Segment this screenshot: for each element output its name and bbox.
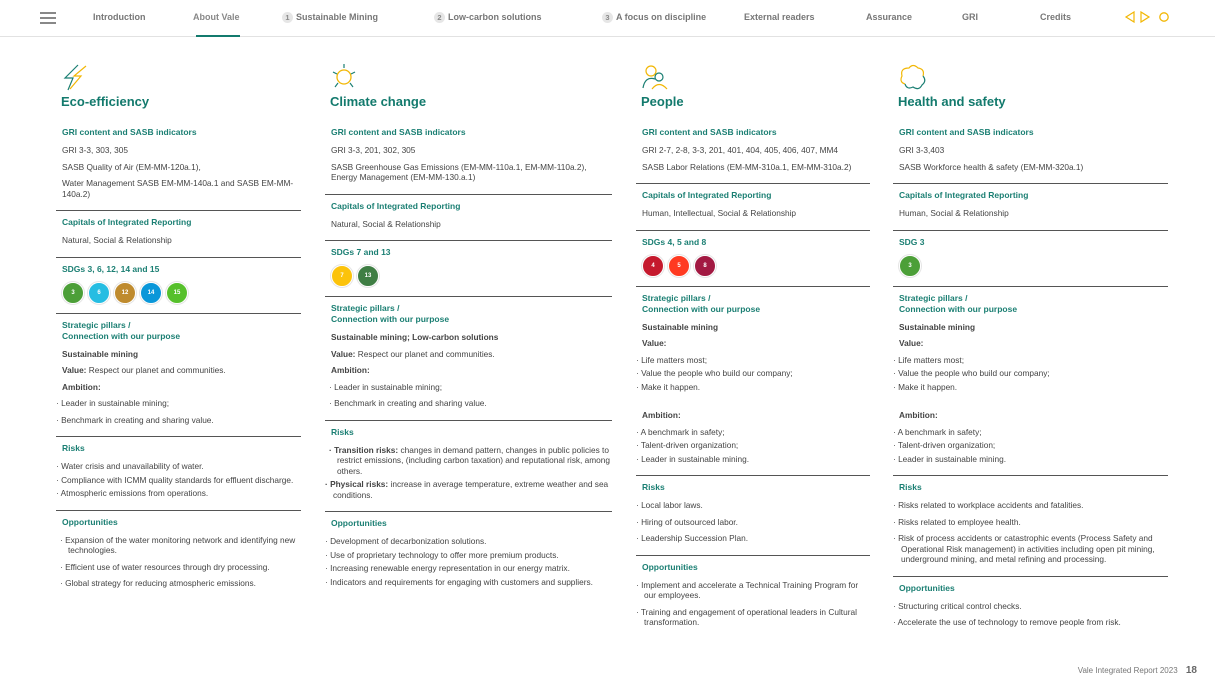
item-text: GRI 3-3, 303, 305 xyxy=(62,145,128,155)
list-item xyxy=(56,461,301,472)
section-heading: GRI content and SASB indicators xyxy=(62,127,197,137)
list-item xyxy=(325,536,612,547)
list-item xyxy=(60,562,301,573)
cloud-icon xyxy=(897,62,927,92)
active-tab-indicator xyxy=(196,35,240,37)
sdg-icons xyxy=(62,282,301,304)
list-item xyxy=(893,355,1168,366)
list-item xyxy=(56,398,301,409)
item-text: · Training and engagement of operational leaders in Cultural transformation. xyxy=(636,606,857,627)
sdg-8-icon[interactable] xyxy=(694,255,716,277)
list-item xyxy=(636,368,870,379)
item-text: · Hiring of outsourced labor. xyxy=(636,516,738,527)
item-text: · Benchmark in creating and sharing value. xyxy=(329,398,487,408)
topic-title: Health and safety xyxy=(898,94,1006,109)
item-text: · Benchmark in creating and sharing value. xyxy=(56,414,214,425)
nav-tab-label: Sustainable Mining xyxy=(296,12,379,22)
nav-tab-assurance[interactable] xyxy=(866,12,912,22)
bold-label: Ambition: xyxy=(62,381,101,392)
sdg-number: 5 xyxy=(677,262,681,269)
item-text: GRI 2-7, 2-8, 3-3, 201, 401, 404, 405, 406, 407, MM4 xyxy=(642,145,839,155)
bold-label: Sustainable mining; Low-carbon solutions xyxy=(331,332,499,342)
text-line xyxy=(642,162,870,173)
list-item xyxy=(893,382,1168,393)
list-item xyxy=(893,454,1168,465)
section-sdgs xyxy=(325,247,612,297)
topic-title: Eco-efficiency xyxy=(61,94,150,109)
section-heading: Strategic pillars / Connection with our purpose xyxy=(642,292,761,314)
list-item xyxy=(56,415,301,426)
nav-tab-label: A focus on discipline xyxy=(616,12,707,22)
section-heading: GRI content and SASB indicators xyxy=(642,127,777,137)
text-line xyxy=(899,338,1168,349)
bold-label: · Physical risks: xyxy=(325,479,389,489)
list-item xyxy=(60,578,301,589)
text-line xyxy=(62,349,301,360)
next-page-icon[interactable] xyxy=(1139,11,1151,23)
sdg-icons xyxy=(642,255,870,277)
sdg-3-icon[interactable] xyxy=(899,255,921,277)
topic-column-climate-change xyxy=(325,62,612,604)
section-capitals xyxy=(636,190,870,231)
item-text: · Talent-driven organization; xyxy=(893,440,996,450)
item-text: · Life matters most; xyxy=(636,354,708,365)
sdg-icons xyxy=(899,255,1168,277)
list-item xyxy=(60,535,301,556)
item-text: GRI 3-3, 201, 302, 305 xyxy=(331,145,416,155)
item-text: GRI 3-3,403 xyxy=(899,145,945,155)
nav-tab-label: Credits xyxy=(1040,12,1072,22)
item-text: · Life matters most; xyxy=(893,354,965,365)
text-line xyxy=(331,162,612,183)
item-text: · Atmospheric emissions from operations. xyxy=(56,488,209,498)
nav-tab-about-vale[interactable] xyxy=(193,12,240,22)
section-sdgs xyxy=(636,237,870,287)
item-text: · Leader in sustainable mining; xyxy=(56,398,169,408)
page-footer xyxy=(1078,665,1197,676)
bold-label: Ambition: xyxy=(642,410,681,420)
section-heading: SDG 3 xyxy=(899,236,925,247)
nav-tab-label: About Vale xyxy=(193,12,240,22)
topic-column-people xyxy=(636,62,870,645)
sdg-5-icon[interactable] xyxy=(668,255,690,277)
list-item xyxy=(636,454,870,465)
section-strategic xyxy=(56,320,301,438)
item-text: changes in demand pattern, changes in public policies to restrict emissions, (including carbon taxation) and reputational risk, among others. xyxy=(337,444,611,476)
section-gri xyxy=(56,127,301,211)
text-line xyxy=(62,382,301,393)
bold-label: Sustainable mining xyxy=(642,321,719,332)
item-text: · Development of decarbonization solutions. xyxy=(325,536,487,546)
text-line xyxy=(899,145,1168,156)
sdg-number: 12 xyxy=(121,289,129,296)
list-item xyxy=(636,580,870,601)
list-item xyxy=(636,440,870,451)
list-item xyxy=(636,533,870,544)
section-sdg xyxy=(893,237,1168,287)
sdg-number: 15 xyxy=(173,289,181,296)
item-text: · Value the people who build our company; xyxy=(893,368,1050,378)
list-item xyxy=(56,475,301,486)
item-text: · Indicators and requirements for engaging with customers and suppliers. xyxy=(325,576,593,587)
sdg-number: 6 xyxy=(97,289,101,296)
section-strategic xyxy=(636,293,870,477)
list-item xyxy=(893,517,1168,528)
list-item xyxy=(329,382,612,393)
list-item xyxy=(636,355,870,366)
sdg-icons xyxy=(331,265,612,287)
section-risks xyxy=(893,482,1168,577)
list-item xyxy=(56,488,301,499)
bold-label: Sustainable mining xyxy=(899,321,976,332)
text-line xyxy=(899,322,1168,333)
nav-tab-credits[interactable] xyxy=(1040,12,1071,22)
section-number-badge: 2 xyxy=(434,12,445,23)
topic-column-eco-efficiency xyxy=(56,62,301,606)
sdg-number: 3 xyxy=(908,262,912,269)
section-opportunities xyxy=(56,517,301,600)
item-text: Respect our planet and communities. xyxy=(355,348,495,359)
item-text: · Increasing renewable energy representation in our energy matrix. xyxy=(325,563,570,573)
section-capitals xyxy=(325,201,612,242)
sdg-number: 7 xyxy=(340,273,344,279)
sdg-6-icon[interactable] xyxy=(88,282,110,304)
section-opportunities xyxy=(893,583,1168,639)
item-text: Human, Social & Relationship xyxy=(899,208,1009,218)
section-heading: Opportunities xyxy=(642,561,698,572)
section-capitals xyxy=(893,190,1168,231)
list-item xyxy=(636,427,870,438)
section-capitals xyxy=(56,217,301,258)
section-heading: Strategic pillars / Connection with our purpose xyxy=(331,303,450,324)
item-text: · A benchmark in safety; xyxy=(893,426,982,437)
item-text: SASB Greenhouse Gas Emissions (EM-MM-110a.1, EM-MM-110a.2), Energy Management (EM-MM-130.a.1) xyxy=(331,161,587,182)
section-heading: Capitals of Integrated Reporting xyxy=(62,217,192,227)
previous-page-icon[interactable] xyxy=(1124,11,1136,23)
list-item xyxy=(893,601,1168,612)
section-heading: SDGs 4, 5 and 8 xyxy=(642,236,707,247)
text-line xyxy=(62,162,301,173)
section-heading: Capitals of Integrated Reporting xyxy=(899,190,1029,200)
item-text: · Risk of process accidents or catastrophic events (Process Safety and Operational Risk management) in activities including open pit mining, underground mining, and metal refining and processing. xyxy=(893,533,1155,564)
text-line xyxy=(62,365,301,376)
nav-tab-low-carbon-solutions[interactable] xyxy=(434,12,542,23)
text-line xyxy=(899,410,1168,421)
text-line xyxy=(642,322,870,333)
section-gri xyxy=(893,127,1168,184)
section-heading: Opportunities xyxy=(62,516,118,527)
item-text: · Leader in sustainable mining. xyxy=(893,453,1006,464)
section-opportunities xyxy=(325,518,612,598)
bold-label: Value: xyxy=(62,365,87,375)
bold-label: · Transition risks: xyxy=(329,444,399,455)
item-text: increase in average temperature, extreme weather and sea conditions. xyxy=(333,479,609,500)
bold-label: Value: xyxy=(642,338,667,348)
topic-title: People xyxy=(641,94,684,109)
text-line xyxy=(899,208,1168,219)
list-item xyxy=(893,427,1168,438)
nav-tab-label: Introduction xyxy=(93,12,146,22)
nav-tab-label: Assurance xyxy=(866,12,913,22)
list-item xyxy=(325,479,612,500)
list-item xyxy=(893,440,1168,451)
page-number: 18 xyxy=(1185,665,1197,676)
section-strategic xyxy=(893,293,1168,477)
item-text: · Risks related to workplace accidents and fatalities. xyxy=(893,500,1084,510)
bold-label: Value: xyxy=(331,348,356,359)
bold-label: Value: xyxy=(899,338,924,348)
section-sdgs xyxy=(56,264,301,314)
sdg-number: 14 xyxy=(147,289,155,296)
sdg-3-icon[interactable] xyxy=(62,282,84,304)
list-item xyxy=(325,563,612,574)
list-item xyxy=(893,617,1168,628)
text-line xyxy=(899,162,1168,173)
item-text: · Leader in sustainable mining; xyxy=(329,381,442,392)
item-text: · Expansion of the water monitoring network and identifying new technologies. xyxy=(60,534,296,555)
item-text: · Implement and accelerate a Technical Training Program for our employees. xyxy=(636,579,859,600)
item-text: Respect our planet and communities. xyxy=(86,365,226,375)
list-item xyxy=(636,607,870,628)
nav-tab-gri[interactable] xyxy=(962,12,978,22)
section-risks xyxy=(636,482,870,556)
section-risks xyxy=(56,443,301,511)
bold-label: Ambition: xyxy=(899,410,938,420)
section-number-badge: 1 xyxy=(282,12,293,23)
text-line xyxy=(642,410,870,421)
sdg-14-icon[interactable] xyxy=(140,282,162,304)
item-text: · Leader in sustainable mining. xyxy=(636,453,749,464)
item-text: · Water crisis and unavailability of water. xyxy=(56,461,204,471)
report-year: 2023 xyxy=(1159,666,1178,675)
sdg-number: 4 xyxy=(651,262,655,269)
sdg-12-icon[interactable] xyxy=(114,282,136,304)
sdg-number: 3 xyxy=(71,289,75,296)
report-name: Vale Integrated Report xyxy=(1077,666,1158,675)
item-text: · Make it happen. xyxy=(636,381,701,392)
top-navigation xyxy=(0,0,1215,37)
sdg-15-icon[interactable] xyxy=(166,282,188,304)
nav-tab-a-focus-on-discipline[interactable] xyxy=(602,12,706,23)
item-text: · Leadership Succession Plan. xyxy=(636,533,749,543)
lightning-icon xyxy=(60,62,90,92)
text-line xyxy=(642,208,870,219)
list-item xyxy=(893,500,1168,511)
sdg-number: 8 xyxy=(703,262,707,269)
sun-icon xyxy=(329,62,359,92)
list-item xyxy=(325,550,612,561)
nav-tab-external-readers[interactable] xyxy=(744,12,815,22)
section-gri xyxy=(325,127,612,195)
list-item xyxy=(893,368,1168,379)
item-text: · Talent-driven organization; xyxy=(636,440,739,450)
item-text: · Make it happen. xyxy=(893,381,958,392)
section-heading: Strategic pillars / Connection with our purpose xyxy=(62,319,181,341)
section-heading: Risks xyxy=(331,426,354,437)
text-line xyxy=(62,235,301,246)
section-heading: Capitals of Integrated Reporting xyxy=(331,200,461,211)
item-text: Water Management SASB EM-MM-140a.1 and SASB EM-MM-140a.2) xyxy=(62,178,294,199)
item-text: · Accelerate the use of technology to remove people from risk. xyxy=(893,617,1121,627)
section-heading: Opportunities xyxy=(331,518,387,528)
item-text: · Compliance with ICMM quality standards for effluent discharge. xyxy=(56,474,294,485)
item-text: Natural, Social & Relationship xyxy=(331,218,441,229)
section-heading: SDGs 3, 6, 12, 14 and 15 xyxy=(62,263,160,274)
item-text: · Value the people who build our company; xyxy=(636,368,793,378)
section-strategic xyxy=(325,303,612,421)
text-line xyxy=(642,145,870,156)
list-item xyxy=(636,517,870,528)
item-text: Human, Intellectual, Social & Relationship xyxy=(642,208,797,218)
item-text: · Global strategy for reducing atmospheric emissions. xyxy=(60,578,256,588)
home-circle-icon[interactable] xyxy=(1154,11,1170,23)
list-item xyxy=(329,445,612,477)
menu-icon[interactable] xyxy=(40,12,56,24)
nav-tab-introduction[interactable] xyxy=(93,12,146,22)
nav-tab-sustainable-mining[interactable] xyxy=(282,12,378,23)
section-heading: GRI content and SASB indicators xyxy=(331,127,466,137)
sdg-7-icon[interactable] xyxy=(331,265,353,287)
list-item xyxy=(636,382,870,393)
section-heading: Risks xyxy=(62,443,85,453)
text-line xyxy=(331,365,612,376)
text-line xyxy=(642,338,870,349)
text-line xyxy=(331,145,612,156)
section-number-badge: 3 xyxy=(602,12,613,23)
people-icon xyxy=(640,62,670,92)
item-text: · Efficient use of water resources through dry processing. xyxy=(60,561,270,572)
item-text: SASB Quality of Air (EM-MM-120a.1), xyxy=(62,161,201,172)
sdg-13-icon[interactable] xyxy=(357,265,379,287)
list-item xyxy=(636,500,870,511)
list-item xyxy=(325,577,612,588)
item-text: · Local labor laws. xyxy=(636,500,703,510)
nav-tab-label: GRI xyxy=(962,12,979,22)
topic-title: Climate change xyxy=(330,94,427,109)
item-text: SASB Workforce health & safety (EM-MM-320a.1) xyxy=(899,161,1084,172)
section-heading: Capitals of Integrated Reporting xyxy=(642,190,772,200)
item-text: · Use of proprietary technology to offer more premium products. xyxy=(325,549,559,560)
section-heading: Strategic pillars / Connection with our purpose xyxy=(899,292,1018,314)
bold-label: Sustainable mining xyxy=(62,348,139,359)
list-item xyxy=(893,533,1168,565)
section-risks xyxy=(325,427,612,513)
sdg-number: 13 xyxy=(364,273,372,279)
item-text: SASB Labor Relations (EM-MM-310a.1, EM-MM-310a.2) xyxy=(642,161,852,172)
section-heading: Risks xyxy=(899,482,922,492)
text-line xyxy=(331,219,612,230)
item-text: · Structuring critical control checks. xyxy=(893,600,1022,611)
section-gri xyxy=(636,127,870,184)
nav-tab-label: External readers xyxy=(744,12,815,22)
text-line xyxy=(62,178,301,199)
nav-tab-label: Low-carbon solutions xyxy=(448,12,542,22)
text-line xyxy=(331,332,612,343)
bold-label: Ambition: xyxy=(331,365,370,375)
text-line xyxy=(62,145,301,156)
item-text: · Risks related to employee health. xyxy=(893,516,1021,527)
sdg-4-icon[interactable] xyxy=(642,255,664,277)
item-text: · A benchmark in safety; xyxy=(636,426,725,437)
topic-column-health-and-safety xyxy=(893,62,1168,645)
section-heading: SDGs 7 and 13 xyxy=(331,247,391,257)
text-line xyxy=(331,349,612,360)
section-heading: GRI content and SASB indicators xyxy=(899,127,1034,137)
section-opportunities xyxy=(636,562,870,639)
item-text: Natural, Social & Relationship xyxy=(62,235,172,245)
section-heading: Risks xyxy=(642,482,665,492)
section-heading: Opportunities xyxy=(899,582,955,593)
list-item xyxy=(329,398,612,409)
